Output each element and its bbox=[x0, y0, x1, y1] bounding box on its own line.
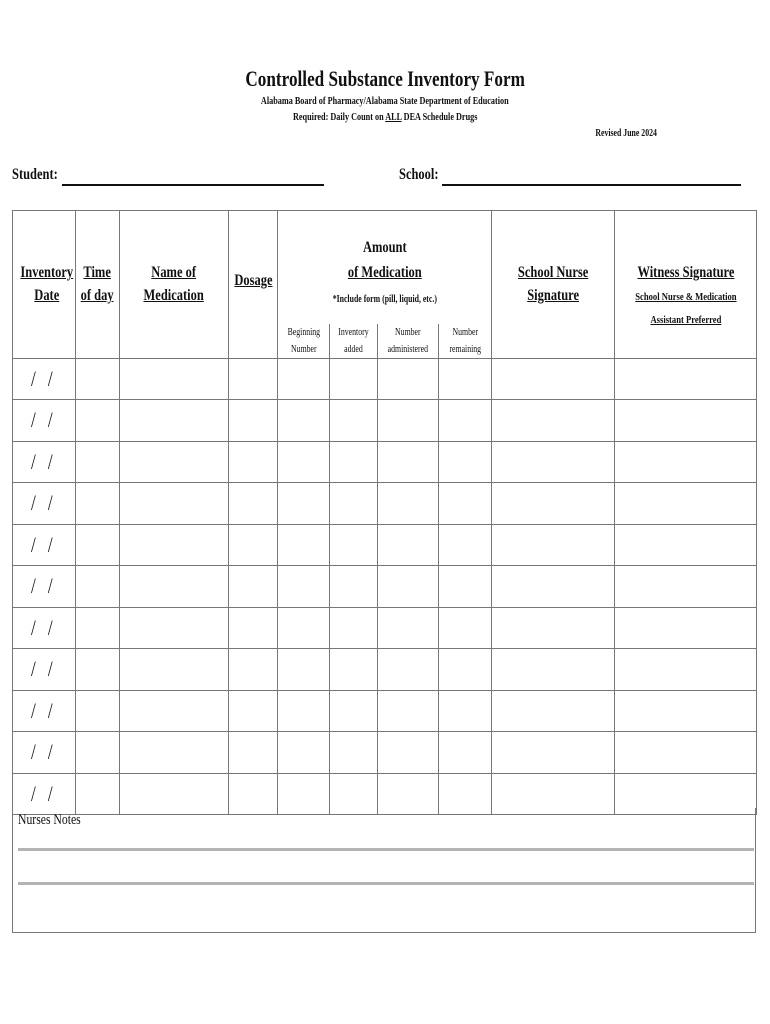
inventory-date-cell[interactable]: / / bbox=[13, 483, 76, 525]
table-cell[interactable] bbox=[278, 607, 330, 649]
table-cell[interactable] bbox=[330, 524, 378, 566]
inventory-date-cell[interactable]: / / bbox=[13, 524, 76, 566]
col-header-dosage: Dosage bbox=[229, 211, 278, 359]
table-cell[interactable] bbox=[229, 358, 278, 400]
inventory-date-cell[interactable]: / / bbox=[13, 690, 76, 732]
table-cell[interactable] bbox=[278, 732, 330, 774]
table-cell[interactable] bbox=[378, 566, 439, 608]
table-cell[interactable] bbox=[378, 524, 439, 566]
table-row bbox=[13, 358, 757, 400]
table-cell[interactable] bbox=[120, 400, 229, 442]
table-cell[interactable] bbox=[76, 358, 120, 400]
student-label: Student: bbox=[12, 166, 58, 183]
table-cell[interactable] bbox=[120, 483, 229, 525]
table-row bbox=[13, 649, 757, 691]
table-cell[interactable] bbox=[492, 400, 615, 442]
table-cell[interactable] bbox=[492, 441, 615, 483]
table-cell[interactable] bbox=[492, 358, 615, 400]
table-cell[interactable] bbox=[330, 607, 378, 649]
col-header-amount: Amount of Medication *Include form (pill, liquid, etc.) bbox=[278, 211, 492, 324]
form-subtitle: Alabama Board of Pharmacy/Alabama State Department of Education bbox=[261, 96, 509, 107]
table-cell[interactable] bbox=[120, 607, 229, 649]
table-cell[interactable] bbox=[330, 732, 378, 774]
table-cell[interactable] bbox=[76, 441, 120, 483]
inventory-date-cell[interactable]: / / bbox=[13, 358, 76, 400]
table-row bbox=[13, 400, 757, 442]
col-header-inventory-date: Inventory Date bbox=[13, 211, 76, 359]
nurses-notes-label: Nurses Notes bbox=[18, 812, 81, 828]
table-cell[interactable] bbox=[615, 358, 757, 400]
table-cell[interactable] bbox=[76, 524, 120, 566]
table-cell[interactable] bbox=[229, 566, 278, 608]
inventory-date-cell[interactable]: / / bbox=[13, 649, 76, 691]
table-cell[interactable] bbox=[120, 690, 229, 732]
table-row bbox=[13, 607, 757, 649]
table-cell[interactable] bbox=[378, 441, 439, 483]
table-cell[interactable] bbox=[120, 358, 229, 400]
table-cell[interactable] bbox=[120, 566, 229, 608]
table-cell[interactable] bbox=[439, 566, 492, 608]
col-header-witness-signature: Witness Signature School Nurse & Medication Assistant Preferred bbox=[615, 211, 757, 359]
table-cell[interactable] bbox=[378, 358, 439, 400]
table-cell[interactable] bbox=[278, 649, 330, 691]
table-cell[interactable] bbox=[330, 566, 378, 608]
table-cell[interactable] bbox=[76, 649, 120, 691]
table-cell[interactable] bbox=[120, 732, 229, 774]
table-cell[interactable] bbox=[278, 690, 330, 732]
table-cell[interactable] bbox=[615, 566, 757, 608]
school-field[interactable] bbox=[442, 184, 741, 186]
table-cell[interactable] bbox=[330, 358, 378, 400]
table-cell[interactable] bbox=[378, 690, 439, 732]
table-row bbox=[13, 483, 757, 525]
subheader-number-administered: Number administered bbox=[378, 324, 439, 359]
table-cell[interactable] bbox=[229, 607, 278, 649]
table-cell[interactable] bbox=[492, 690, 615, 732]
inventory-date-cell[interactable]: / / bbox=[13, 566, 76, 608]
table-cell[interactable] bbox=[615, 524, 757, 566]
table-cell[interactable] bbox=[492, 649, 615, 691]
inventory-date-cell[interactable]: / / bbox=[13, 732, 76, 774]
table-row bbox=[13, 524, 757, 566]
col-header-medication-name: Name of Medication bbox=[120, 211, 229, 359]
table-cell[interactable] bbox=[229, 690, 278, 732]
table-cell[interactable] bbox=[439, 483, 492, 525]
table-cell[interactable] bbox=[615, 400, 757, 442]
table-cell[interactable] bbox=[330, 483, 378, 525]
table-cell[interactable] bbox=[330, 649, 378, 691]
table-body bbox=[13, 358, 757, 815]
table-cell[interactable] bbox=[615, 732, 757, 774]
table-cell[interactable] bbox=[378, 483, 439, 525]
table-cell[interactable] bbox=[76, 566, 120, 608]
table-cell[interactable] bbox=[330, 400, 378, 442]
col-header-time: Time of day bbox=[76, 211, 120, 359]
subheader-beginning-number: Beginning Number bbox=[278, 324, 330, 359]
form-requirement: Required: Daily Count on ALL DEA Schedule Drugs bbox=[292, 112, 478, 123]
table-cell[interactable] bbox=[278, 524, 330, 566]
subheader-inventory-added: Inventory added bbox=[330, 324, 378, 359]
table-cell[interactable] bbox=[615, 441, 757, 483]
inventory-date-cell[interactable]: / / bbox=[13, 773, 76, 815]
table-cell[interactable] bbox=[76, 400, 120, 442]
table-cell[interactable] bbox=[615, 690, 757, 732]
table-cell[interactable] bbox=[378, 400, 439, 442]
col-header-nurse-signature: School Nurse Signature bbox=[492, 211, 615, 359]
table-cell[interactable] bbox=[439, 649, 492, 691]
table-cell[interactable] bbox=[615, 649, 757, 691]
table-cell[interactable] bbox=[439, 400, 492, 442]
table-cell[interactable] bbox=[278, 358, 330, 400]
table-cell[interactable] bbox=[439, 607, 492, 649]
table-cell[interactable] bbox=[120, 441, 229, 483]
school-label: School: bbox=[399, 166, 439, 183]
student-field[interactable] bbox=[62, 184, 324, 186]
table-cell[interactable] bbox=[229, 483, 278, 525]
nurses-notes-box[interactable] bbox=[12, 808, 756, 933]
table-cell[interactable] bbox=[229, 524, 278, 566]
inventory-date-cell[interactable]: / / bbox=[13, 400, 76, 442]
table-cell[interactable] bbox=[330, 690, 378, 732]
inventory-table bbox=[12, 210, 757, 815]
table-cell[interactable] bbox=[120, 524, 229, 566]
table-cell[interactable] bbox=[278, 483, 330, 525]
table-cell[interactable] bbox=[76, 690, 120, 732]
table-cell[interactable] bbox=[615, 483, 757, 525]
table-cell[interactable] bbox=[278, 566, 330, 608]
table-row bbox=[13, 566, 757, 608]
notes-line bbox=[18, 882, 754, 885]
table-cell[interactable] bbox=[229, 732, 278, 774]
table-cell[interactable] bbox=[492, 483, 615, 525]
revision-date: Revised June 2024 bbox=[595, 128, 657, 139]
table-cell[interactable] bbox=[120, 649, 229, 691]
table-row bbox=[13, 441, 757, 483]
table-cell[interactable] bbox=[439, 358, 492, 400]
table-cell[interactable] bbox=[229, 400, 278, 442]
table-cell[interactable] bbox=[229, 649, 278, 691]
subheader-number-remaining: Number remaining bbox=[439, 324, 492, 359]
table-cell[interactable] bbox=[76, 732, 120, 774]
inventory-date-cell[interactable]: / / bbox=[13, 441, 76, 483]
table-cell[interactable] bbox=[439, 524, 492, 566]
table-cell[interactable] bbox=[330, 441, 378, 483]
table-cell[interactable] bbox=[76, 607, 120, 649]
table-cell[interactable] bbox=[378, 732, 439, 774]
table-cell[interactable] bbox=[615, 607, 757, 649]
table-cell[interactable] bbox=[278, 400, 330, 442]
table-cell[interactable] bbox=[76, 483, 120, 525]
table-cell[interactable] bbox=[492, 607, 615, 649]
table-cell[interactable] bbox=[378, 649, 439, 691]
inventory-date-cell[interactable]: / / bbox=[13, 607, 76, 649]
table-cell[interactable] bbox=[378, 607, 439, 649]
table-row bbox=[13, 690, 757, 732]
table-cell[interactable] bbox=[439, 441, 492, 483]
table-cell[interactable] bbox=[492, 566, 615, 608]
table-cell[interactable] bbox=[492, 524, 615, 566]
table-cell[interactable] bbox=[278, 441, 330, 483]
form-title: Controlled Substance Inventory Form bbox=[245, 66, 525, 91]
table-cell[interactable] bbox=[439, 690, 492, 732]
table-row bbox=[13, 732, 757, 774]
notes-line bbox=[18, 848, 754, 851]
table-cell[interactable] bbox=[229, 441, 278, 483]
table-cell[interactable] bbox=[439, 732, 492, 774]
table-cell[interactable] bbox=[492, 732, 615, 774]
